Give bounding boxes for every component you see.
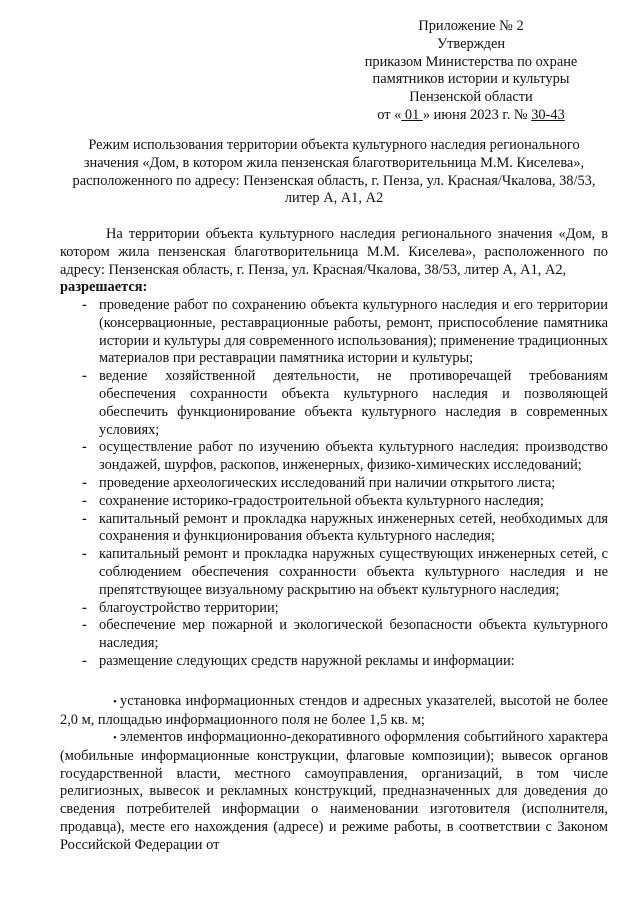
list-item: - проведение археологических исследований при наличии открытого листа;: [82, 474, 556, 491]
appendix-number: Приложение № 2: [418, 18, 524, 34]
list-item: - сохранение историко-градостроительной объекта культурного наследия;: [82, 492, 544, 509]
dash-marker: -: [82, 297, 87, 313]
list-item: - проведение работ по сохранению объекта культурного наследия и его территории (консервационные, реставрационные работы, ремонт, приспособление памятника истории и культуры для современного использования); применение традиционных материалов при реставрации памятника истории и культуры;: [82, 297, 608, 367]
list-item: - осуществление работ по изучению объекта культурного наследия: производство зондажей, шурфов, раскопов, инженерных, физико-химических исследований;: [82, 439, 608, 474]
order-day: 01: [401, 106, 423, 123]
intro-paragraph: [60, 226, 608, 297]
dash-marker: -: [82, 599, 87, 616]
order-number: 30-43: [531, 106, 565, 123]
dash-marker: -: [82, 439, 87, 456]
bullet-marker: •: [113, 696, 117, 708]
list-item: - капитальный ремонт и прокладка наружных существующих инженерных сетей, с соблюдением обеспечения сохранности объекта культурного наследия и не препятствующее визуальному раскрытию на объект культурного наследия;: [82, 546, 608, 598]
allowed-list: [60, 297, 608, 671]
list-item: - капитальный ремонт и прокладка наружных инженерных сетей, необходимых для сохранения и функционирования объекта культурного наследия;: [82, 510, 608, 545]
dash-marker: -: [82, 617, 87, 634]
list-item: - размещение следующих средств наружной рекламы и информации:: [82, 652, 515, 669]
dash-marker: -: [82, 546, 87, 563]
approved-label: Утвержден: [436, 35, 506, 52]
dash-marker: -: [82, 474, 87, 491]
document-title: Режим использования территории объекта культурного наследия регионального значения «Дом, в котором жила пензенская благотворительница М.М. Киселева», расположенного по адресу: Пензенская область, г. Пенза, ул. Красная/Чкалова, 38/53, литер А, А1, А2: [72, 137, 596, 207]
list-item: - ведение хозяйственной деятельности, не противоречащей требованиям обеспечения сохранности объекта культурного наследия и позволяющей обеспечить функционирование объекта культурного наследия в современных условиях;: [82, 368, 608, 438]
sub-list-item: • элементов информационно-декоративного оформления событийного характера (мобильные информационные конструкции, флаговые композиции); вывесок органов государственной власти, местного самоуправления, организаций, в том числе религиозных, вывесок и рекламных конструкций, предназначенных для доведения до сведения потребителей информации о наименовании изготовителя (исполнителя, продавца), месте его нахождения (адресе) и режиме работы, в соответствии с Законом Российской Федерации от: [60, 729, 608, 853]
dash-marker: -: [82, 510, 87, 527]
list-item: - благоустройство территории;: [82, 599, 279, 616]
bullet-marker: •: [113, 732, 117, 744]
dash-marker: -: [82, 652, 87, 669]
ministry-line: памятников истории и культуры: [372, 71, 570, 88]
dash-marker: -: [82, 368, 87, 385]
allowed-heading: разрешается:: [60, 279, 148, 296]
sub-list-item: • установка информационных стендов и адресных указателей, высотой не более 2,0 м, площадью информационного поля не более 1,5 кв. м;: [60, 693, 608, 728]
dash-marker: -: [82, 492, 87, 509]
list-item: - обеспечение мер пожарной и экологической безопасности объекта культурного наследия;: [82, 617, 608, 652]
order-date: от « 01 » июня 2023 г. № 30-43: [377, 106, 565, 123]
order-line: приказом Министерства по охране: [364, 53, 578, 70]
region-line: Пензенской области: [409, 89, 533, 106]
intro-text: На территории объекта культурного наследия регионального значения «Дом, в котором жила пензенская благотворительница М.М. Киселева», расположенного по адресу: Пензенская область, г. Пенза, ул. Красная/Чкалова, 38/53, литер А, А1, А2,: [60, 226, 608, 278]
approval-header: [340, 18, 602, 125]
